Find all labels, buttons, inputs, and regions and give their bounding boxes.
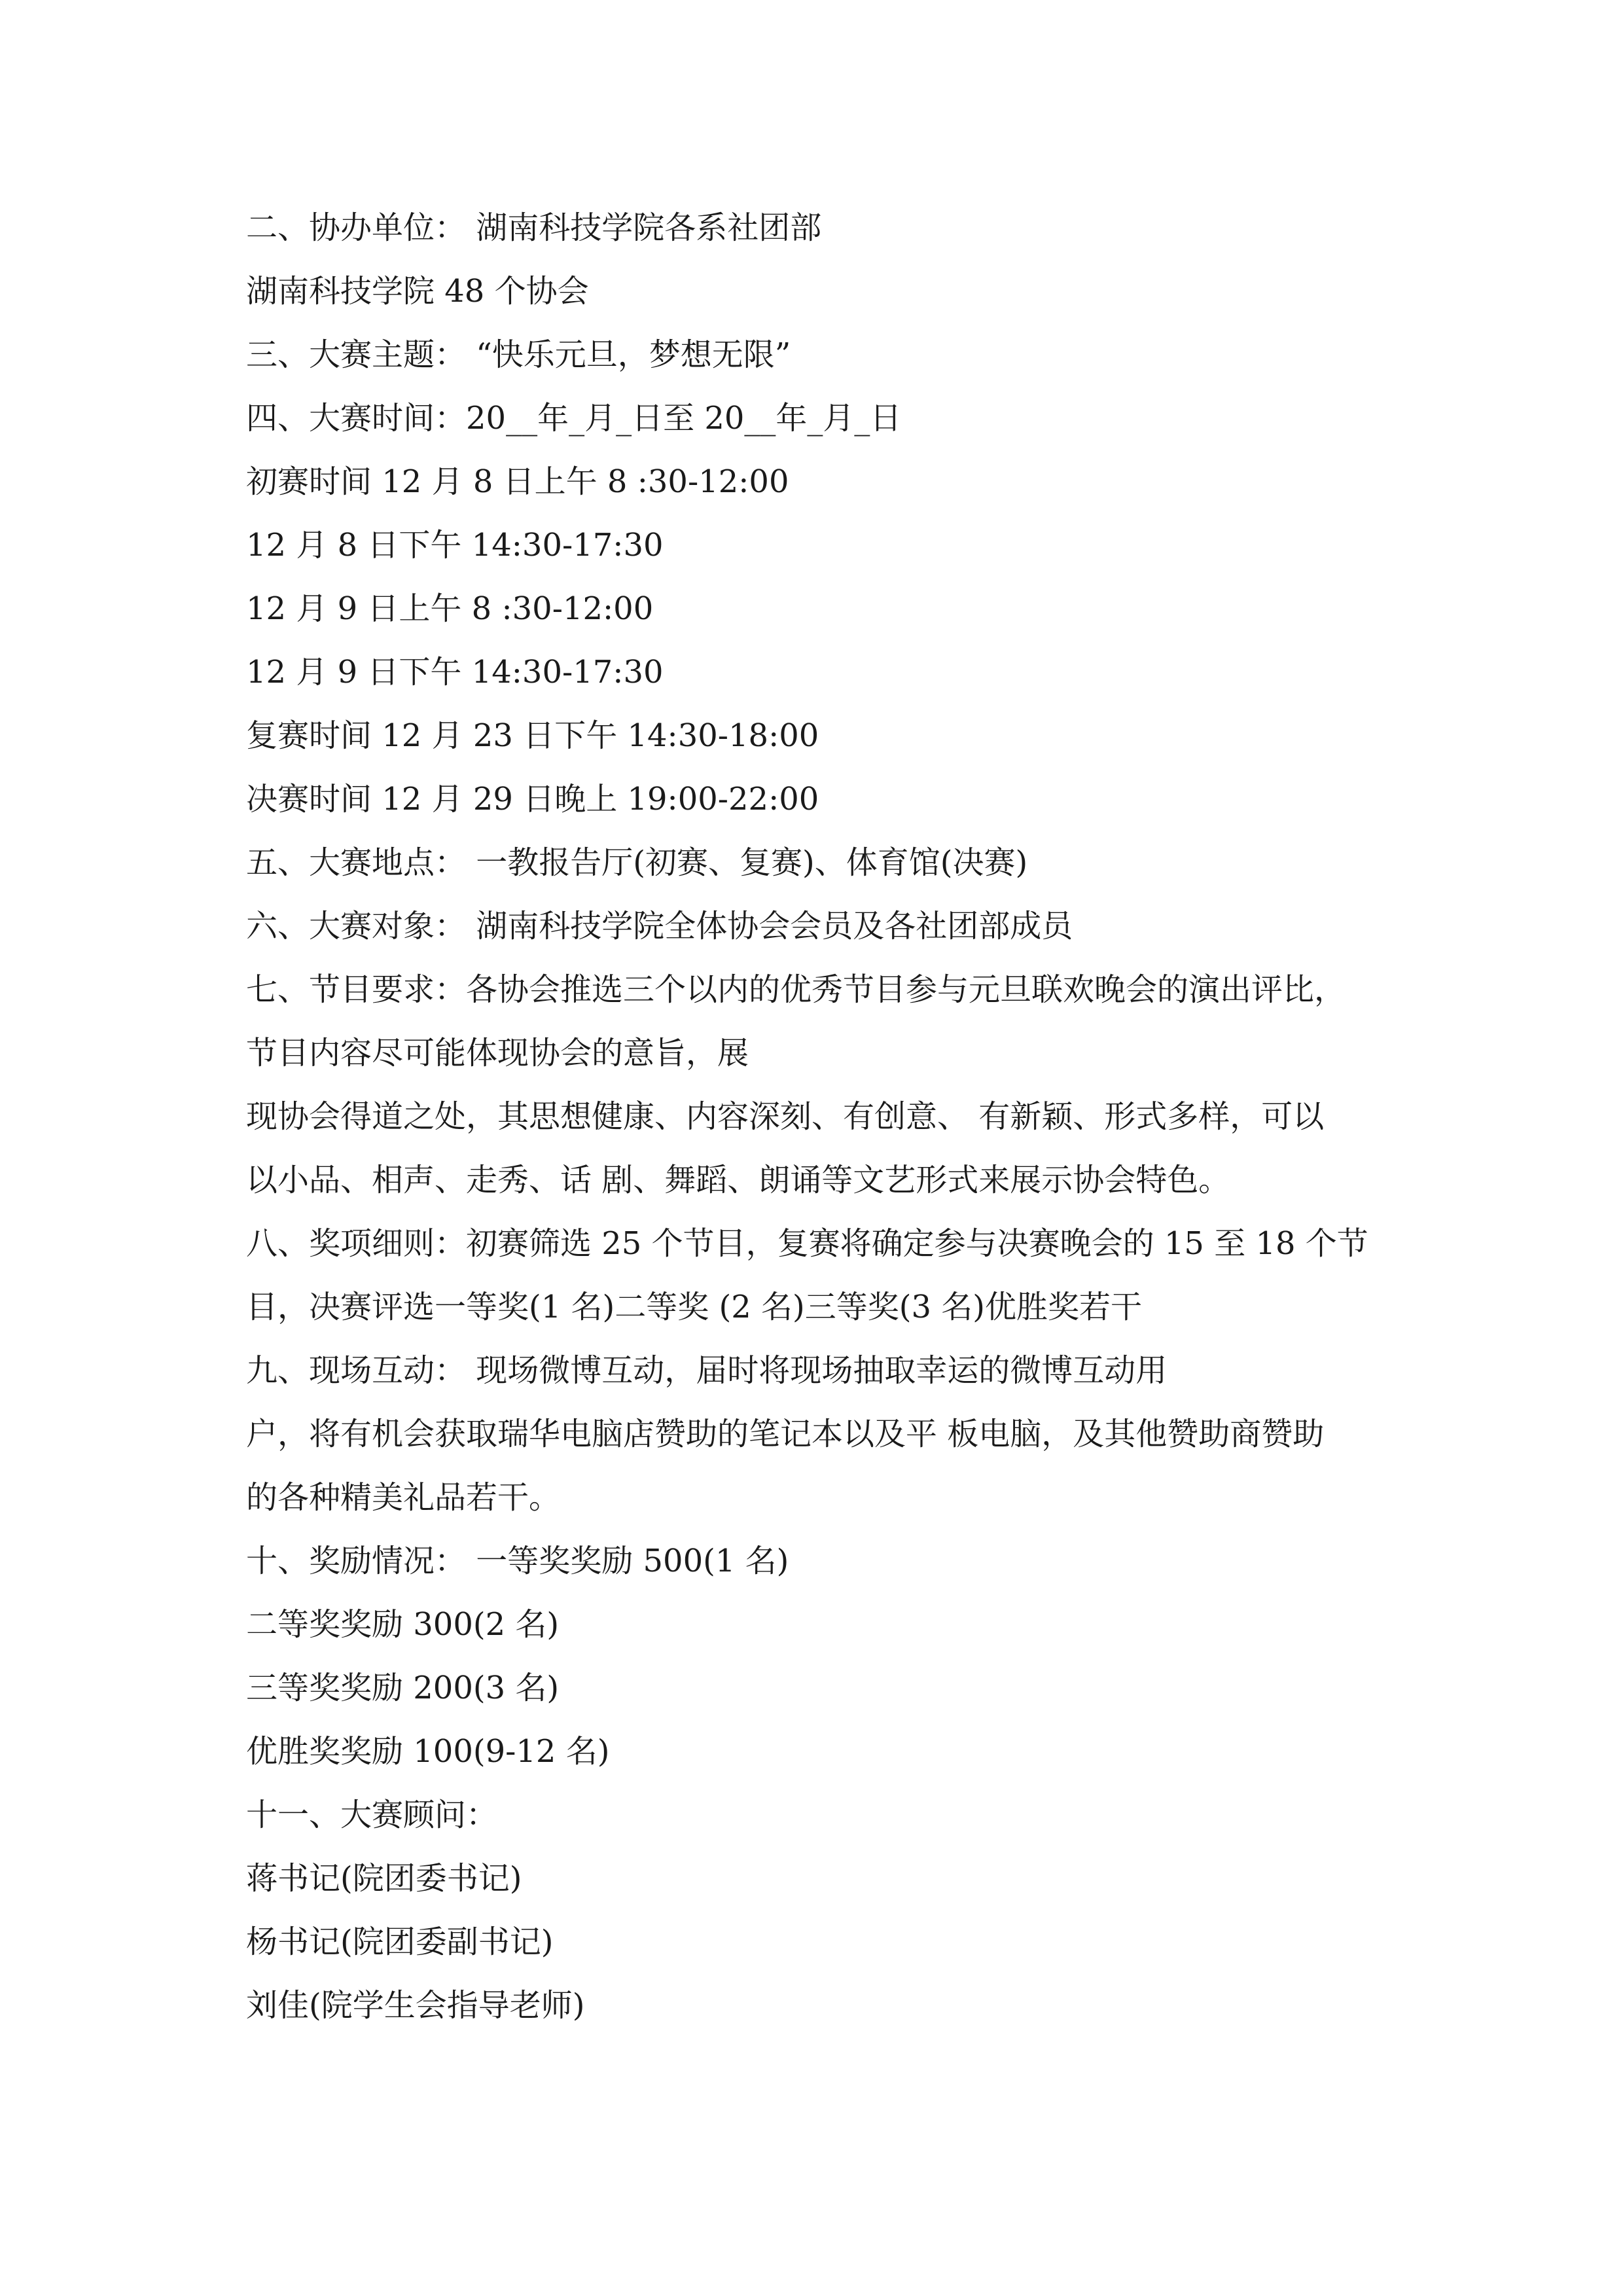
section-6-participants: 六、大赛对象： 湖南科技学院全体协会会员及各社团部成员 bbox=[246, 908, 1073, 944]
reward-second-prize: 二等奖奖励 300(2 名) bbox=[246, 1606, 560, 1643]
advisor-3: 刘佳(院学生会指导老师) bbox=[246, 1987, 585, 2024]
section-2-co-organizer: 二、协办单位： 湖南科技学院各系社团部 bbox=[246, 209, 822, 246]
advisor-1: 蒋书记(院团委书记) bbox=[246, 1860, 522, 1897]
program-requirements-line-2: 节目内容尽可能体现协会的意旨，展 bbox=[246, 1035, 749, 1071]
document-body bbox=[246, 196, 1391, 2037]
section-9-interaction: 九、现场互动： 现场微博互动，届时将现场抽取幸运的微博互动用 bbox=[246, 1352, 1168, 1389]
preliminary-time-4: 12 月 9 日下午 14:30-17:30 bbox=[246, 654, 664, 691]
final-time: 决赛时间 12 月 29 日晚上 19:00-22:00 bbox=[246, 781, 819, 817]
reward-third-prize: 三等奖奖励 200(3 名) bbox=[246, 1670, 560, 1706]
section-7-program-requirements: 七、节目要求：各协会推选三个以内的优秀节目参与元旦联欢晚会的演出评比， bbox=[246, 971, 1346, 1008]
award-rules-line-2: 目，决赛评选一等奖(1 名)二等奖 (2 名)三等奖(3 名)优胜奖若干 bbox=[246, 1289, 1143, 1325]
section-11-advisors: 十一、大赛顾问： bbox=[246, 1797, 498, 1833]
advisor-2: 杨书记(院团委副书记) bbox=[246, 1924, 554, 1960]
section-4-time: 四、大赛时间：20__年_月_日至 20__年_月_日 bbox=[246, 400, 902, 437]
co-organizer-associations: 湖南科技学院 48 个协会 bbox=[246, 273, 589, 310]
program-requirements-line-3: 现协会得道之处，其思想健康、内容深刻、有创意、 有新颖、形式多样，可以 bbox=[246, 1098, 1325, 1135]
preliminary-time-3: 12 月 9 日上午 8 :30-12:00 bbox=[246, 590, 654, 627]
section-5-venue: 五、大赛地点： 一教报告厅(初赛、复赛)、体育馆(决赛) bbox=[246, 844, 1028, 881]
section-10-rewards: 十、奖励情况： 一等奖奖励 500(1 名) bbox=[246, 1543, 789, 1579]
semifinal-time: 复赛时间 12 月 23 日下午 14:30-18:00 bbox=[246, 717, 819, 754]
interaction-line-2: 户，将有机会获取瑞华电脑店赞助的笔记本以及平 板电脑，及其他赞助商赞助 bbox=[246, 1416, 1325, 1452]
preliminary-time-1: 初赛时间 12 月 8 日上午 8 :30-12:00 bbox=[246, 463, 789, 500]
preliminary-time-2: 12 月 8 日下午 14:30-17:30 bbox=[246, 527, 664, 564]
program-requirements-line-4: 以小品、相声、走秀、话 剧、舞蹈、朗诵等文艺形式来展示协会特色。 bbox=[246, 1162, 1230, 1198]
section-3-theme: 三、大赛主题： “快乐元旦，梦想无限” bbox=[246, 336, 791, 373]
reward-excellence-prize: 优胜奖奖励 100(9-12 名) bbox=[246, 1733, 610, 1770]
interaction-line-3: 的各种精美礼品若干。 bbox=[246, 1479, 561, 1516]
section-8-award-rules: 八、奖项细则：初赛筛选 25 个节目，复赛将确定参与决赛晚会的 15 至 18 个节 bbox=[246, 1225, 1368, 1262]
